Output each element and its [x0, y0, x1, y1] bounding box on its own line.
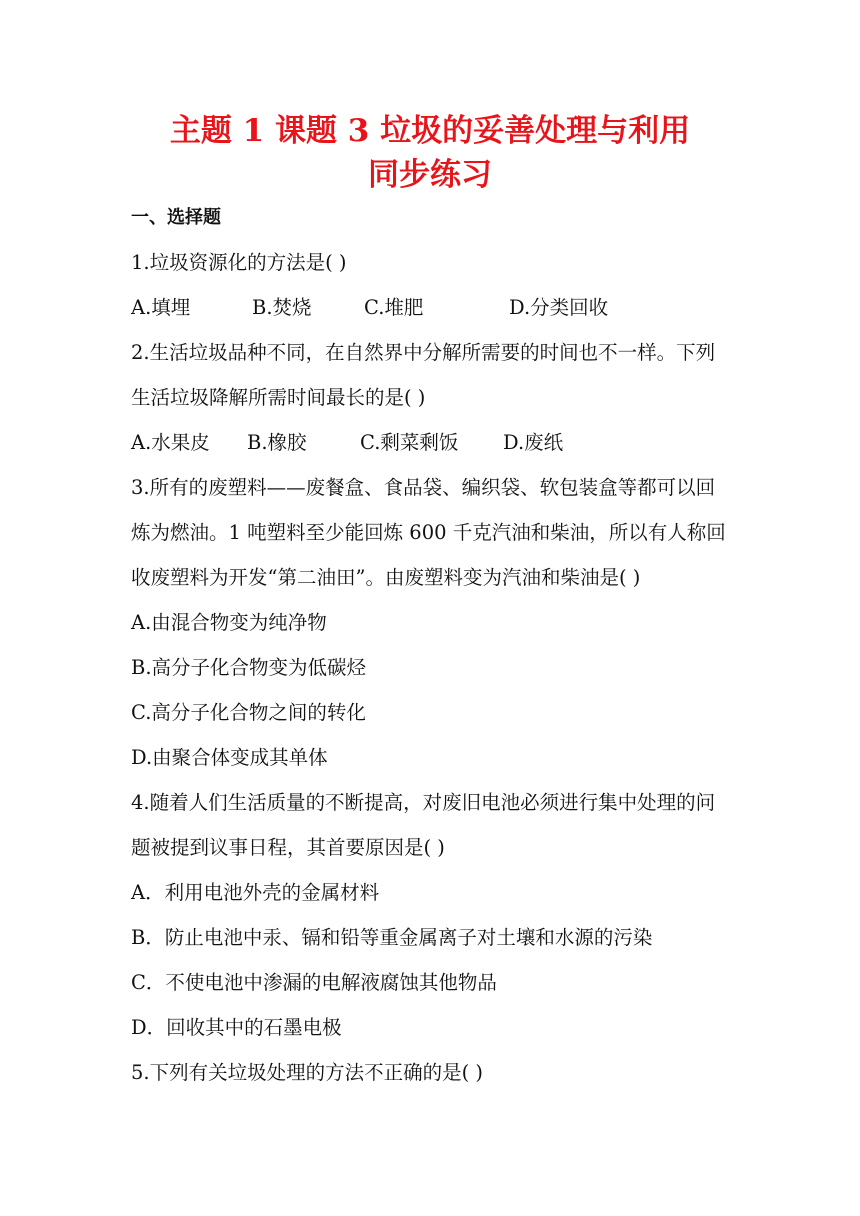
question-4-option-d: D．回收其中的石墨电极: [131, 1016, 342, 1039]
question-2-stem-line-2: 生活垃圾降解所需时间最长的是( ): [131, 386, 426, 409]
option-d: D.废纸: [503, 431, 564, 454]
question-1-stem: 1.垃圾资源化的方法是( ): [131, 251, 347, 274]
option-d: D.分类回收: [509, 296, 609, 319]
option-b: B.焚烧: [252, 296, 312, 319]
question-2-options: [131, 429, 563, 457]
question-4-stem-line-1: 4.随着人们生活质量的不断提高，对废旧电池必须进行集中处理的问: [131, 791, 716, 814]
question-1-options: [131, 294, 608, 322]
document-subtitle: 同步练习: [368, 157, 492, 193]
option-a: A.填埋: [131, 296, 191, 319]
option-c: C.剩菜剩饭: [360, 431, 459, 454]
document-title: 主题 1 课题 3 垃圾的妥善处理与利用: [169, 113, 691, 149]
question-5-stem: 5.下列有关垃圾处理的方法不正确的是( ): [131, 1061, 484, 1084]
question-2-stem-line-1: 2.生活垃圾品种不同，在自然界中分解所需要的时间也不一样。下列: [131, 341, 716, 364]
option-a: A.水果皮: [131, 431, 210, 454]
question-3-stem-line-2: 炼为燃油。1 吨塑料至少能回炼 600 千克汽油和柴油，所以有人称回: [131, 521, 726, 544]
question-3-option-d: D.由聚合体变成其单体: [131, 746, 328, 769]
option-b: B.橡胶: [247, 431, 307, 454]
question-3-option-b: B.高分子化合物变为低碳烃: [131, 656, 367, 679]
question-3-stem-line-1: 3.所有的废塑料——废餐盒、食品袋、编织袋、软包装盒等都可以回: [131, 476, 716, 499]
section-heading: 一、选择题: [131, 207, 221, 228]
question-4-option-b: B．防止电池中汞、镉和铅等重金属离子对土壤和水源的污染: [131, 926, 653, 949]
question-3-stem-line-3: 收废塑料为开发“第二油田”。由废塑料变为汽油和柴油是( ): [131, 566, 641, 589]
question-4-option-c: C．不使电池中渗漏的电解液腐蚀其他物品: [131, 971, 497, 994]
question-4-option-a: A．利用电池外壳的金属材料: [131, 881, 380, 904]
question-4-stem-line-2: 题被提到议事日程，其首要原因是( ): [131, 836, 445, 859]
question-3-option-a: A.由混合物变为纯净物: [131, 611, 327, 634]
option-c: C.堆肥: [364, 296, 424, 319]
question-3-option-c: C.高分子化合物之间的转化: [131, 701, 366, 724]
